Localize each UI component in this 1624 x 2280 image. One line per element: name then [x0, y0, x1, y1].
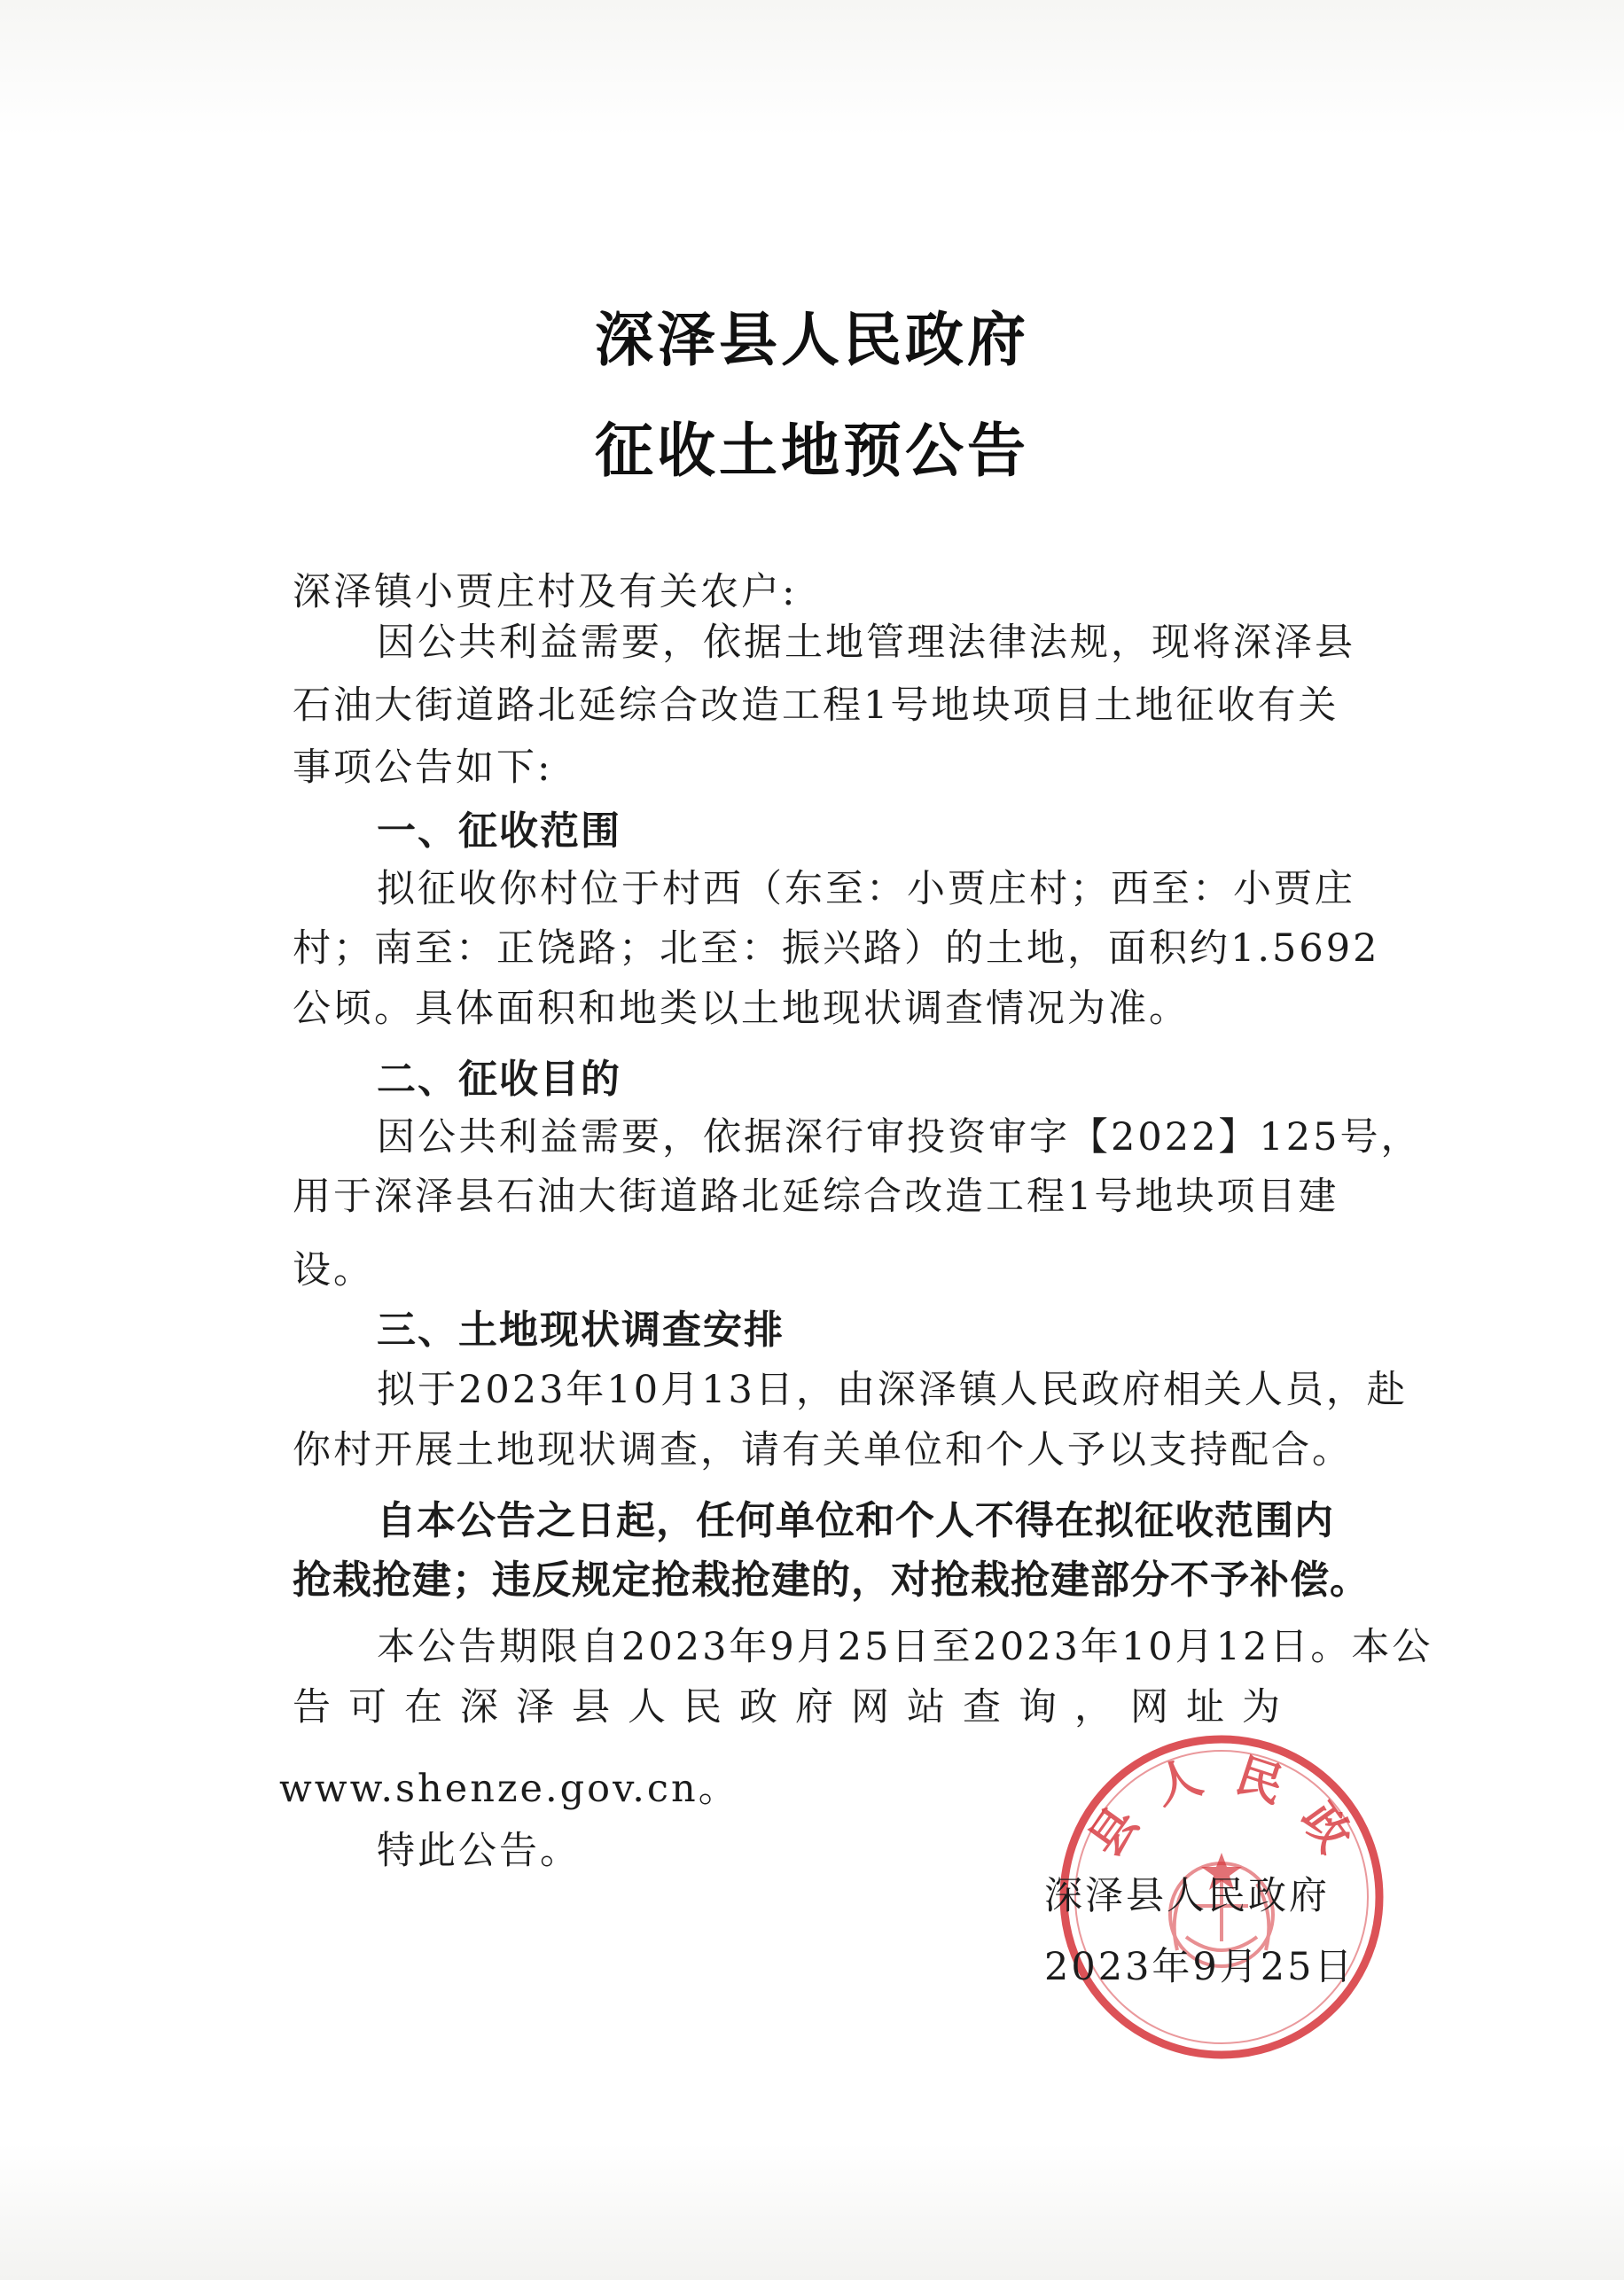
website-url: www.shenze.gov.cn。: [279, 1767, 739, 1811]
section-heading-scope: 一、征收范围: [377, 808, 621, 854]
section-heading-survey: 三、土地现状调查安排: [377, 1308, 785, 1353]
section-line: 设。: [293, 1248, 374, 1292]
document-subtitle: 征收土地预公告: [595, 417, 1029, 485]
svg-text:县 人 民 政: 县 人 民 政: [1079, 1748, 1364, 1867]
intro-line: 因公共利益需要，依据土地管理法律法规，现将深泽县: [377, 621, 1355, 665]
section-line: 因公共利益需要，依据深行审投资审字【2022】125号，: [377, 1115, 1422, 1160]
intro-line: 石油大街道路北延综合改造工程1号地块项目土地征收有关: [293, 683, 1339, 728]
period-line: 告可在深泽县人民政府网站查询，网址为: [293, 1685, 1298, 1730]
emphasis-line: 抢栽抢建；违反规定抢栽抢建的，对抢栽抢建部分不予补偿。: [293, 1558, 1370, 1603]
section-line: 你村开展土地现状调查，请有关单位和个人予以支持配合。: [293, 1428, 1353, 1472]
section-line: 用于深泽县石油大街道路北延综合改造工程1号地块项目建: [293, 1175, 1339, 1219]
period-line: 本公告期限自2023年9月25日至2023年10月12日。本公: [377, 1625, 1433, 1669]
intro-line: 事项公告如下:: [293, 746, 553, 790]
section-line: 拟征收你村位于村西（东至：小贾庄村；西至：小贾庄: [377, 867, 1355, 911]
signature-date: 2023年9月25日: [1044, 1945, 1355, 1989]
section-line: 公顷。具体面积和地类以土地现状调查情况为准。: [293, 987, 1190, 1031]
emphasis-line: 自本公告之日起，任何单位和个人不得在拟征收范围内: [377, 1498, 1334, 1543]
section-line: 村；南至：正饶路；北至：振兴路）的土地，面积约1.5692: [293, 926, 1380, 971]
signature-org: 深泽县人民政府: [1044, 1874, 1330, 1918]
addressee: 深泽镇小贾庄村及有关农户:: [293, 570, 798, 614]
section-line: 拟于2023年10月13日，由深泽镇人民政府相关人员，赴: [377, 1368, 1408, 1412]
closing-text: 特此公告。: [377, 1829, 581, 1873]
document-title: 深泽县人民政府: [595, 306, 1029, 374]
section-heading-purpose: 二、征收目的: [377, 1057, 621, 1102]
